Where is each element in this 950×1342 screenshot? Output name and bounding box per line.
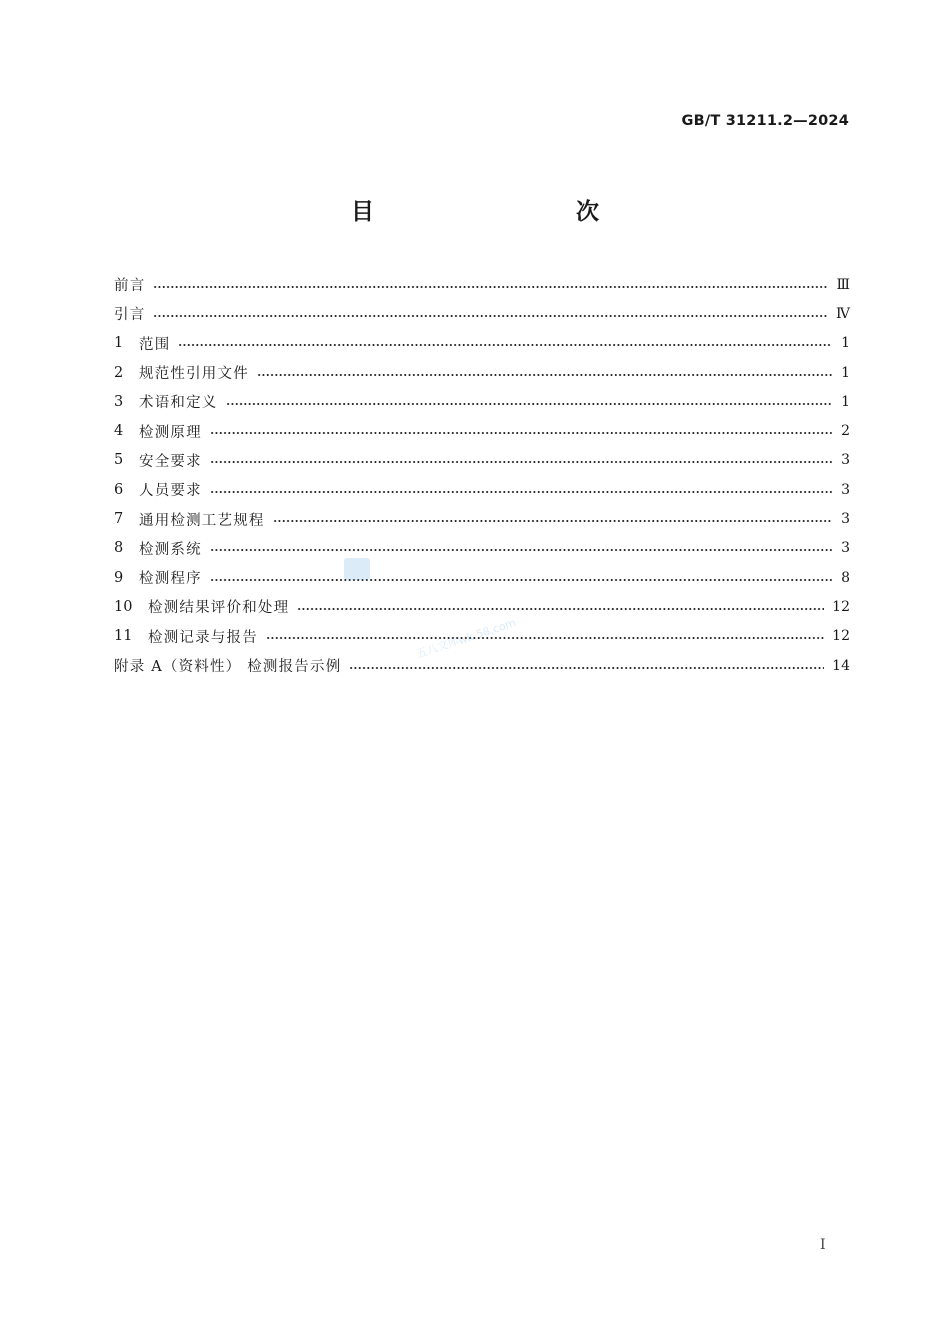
dot-leader	[349, 667, 824, 669]
toc-entry-label: 规范性引用文件	[139, 366, 249, 383]
toc-entry-label: 检测原理	[139, 424, 202, 441]
toc-entry-page: 3	[841, 540, 850, 557]
dot-leader	[210, 461, 832, 463]
watermark-text: 五八文库wk.58.com	[414, 616, 518, 661]
toc-entry-number: 1	[114, 335, 124, 352]
toc-entry-label: 前言	[114, 278, 146, 295]
toc-entry-3[interactable]	[114, 387, 850, 416]
toc-entry-6[interactable]	[114, 475, 850, 504]
page-number: I	[820, 1237, 826, 1253]
table-of-contents	[114, 270, 850, 680]
toc-entry-page: 2	[841, 423, 850, 440]
toc-entry-2[interactable]	[114, 358, 850, 387]
toc-entry-number: 3	[114, 393, 124, 410]
dot-leader	[153, 315, 828, 317]
toc-entry-number: 6	[114, 481, 124, 498]
standard-code: GB/T 31211.2—2024	[681, 113, 849, 129]
toc-entry-number: 5	[114, 452, 124, 469]
toc-entry-page: 1	[841, 335, 850, 352]
dot-leader	[273, 520, 832, 522]
toc-entry-appendix-a[interactable]	[114, 651, 850, 680]
dot-leader	[178, 344, 832, 346]
toc-entry-label: 通用检测工艺规程	[139, 512, 265, 529]
toc-entry-label: 检测记录与报告	[148, 629, 258, 646]
toc-entry-11[interactable]	[114, 622, 850, 651]
toc-entry-foreword[interactable]	[114, 270, 850, 299]
toc-entry-page: 8	[841, 569, 850, 586]
toc-entry-number: 11	[114, 628, 133, 645]
toc-entry-page: 12	[832, 628, 850, 645]
toc-entry-number: 7	[114, 511, 124, 528]
dot-leader	[153, 286, 828, 288]
page-title: 目 次	[351, 199, 651, 225]
toc-entry-number: 2	[114, 364, 124, 381]
toc-entry-page: 12	[832, 598, 850, 615]
toc-entry-label: 人员要求	[139, 483, 202, 500]
toc-entry-page: 14	[832, 657, 850, 674]
toc-entry-page: Ⅳ	[836, 305, 850, 322]
toc-entry-page: 3	[841, 481, 850, 498]
dot-leader	[266, 637, 824, 639]
dot-leader	[297, 608, 824, 610]
toc-entry-number: 9	[114, 569, 124, 586]
toc-entry-label: 范围	[139, 336, 171, 353]
toc-entry-number: 4	[114, 423, 124, 440]
toc-entry-10[interactable]	[114, 592, 850, 621]
dot-leader	[210, 579, 832, 581]
toc-entry-number: 8	[114, 540, 124, 557]
toc-entry-introduction[interactable]	[114, 299, 850, 328]
toc-entry-label: 检测程序	[139, 571, 202, 588]
dot-leader	[210, 549, 832, 551]
toc-entry-number: 10	[114, 598, 133, 615]
toc-entry-page: 3	[841, 511, 850, 528]
toc-entry-4[interactable]	[114, 416, 850, 445]
toc-entry-5[interactable]	[114, 446, 850, 475]
toc-entry-page: 1	[841, 364, 850, 381]
dot-leader	[226, 403, 833, 405]
toc-entry-page: Ⅲ	[836, 276, 850, 293]
dot-leader	[210, 432, 832, 434]
toc-entry-page: 1	[841, 393, 850, 410]
toc-entry-1[interactable]	[114, 329, 850, 358]
toc-entry-label: 附录 A（资料性） 检测报告示例	[114, 659, 342, 675]
dot-leader	[257, 374, 832, 376]
toc-entry-label: 术语和定义	[139, 395, 218, 412]
toc-entry-label: 检测结果评价和处理	[148, 600, 290, 617]
toc-entry-7[interactable]	[114, 504, 850, 533]
toc-entry-label: 安全要求	[139, 453, 202, 470]
dot-leader	[210, 491, 832, 493]
toc-entry-label: 引言	[114, 307, 146, 324]
toc-entry-page: 3	[841, 452, 850, 469]
toc-entry-8[interactable]	[114, 534, 850, 563]
toc-entry-9[interactable]	[114, 563, 850, 592]
toc-entry-label: 检测系统	[139, 541, 202, 558]
